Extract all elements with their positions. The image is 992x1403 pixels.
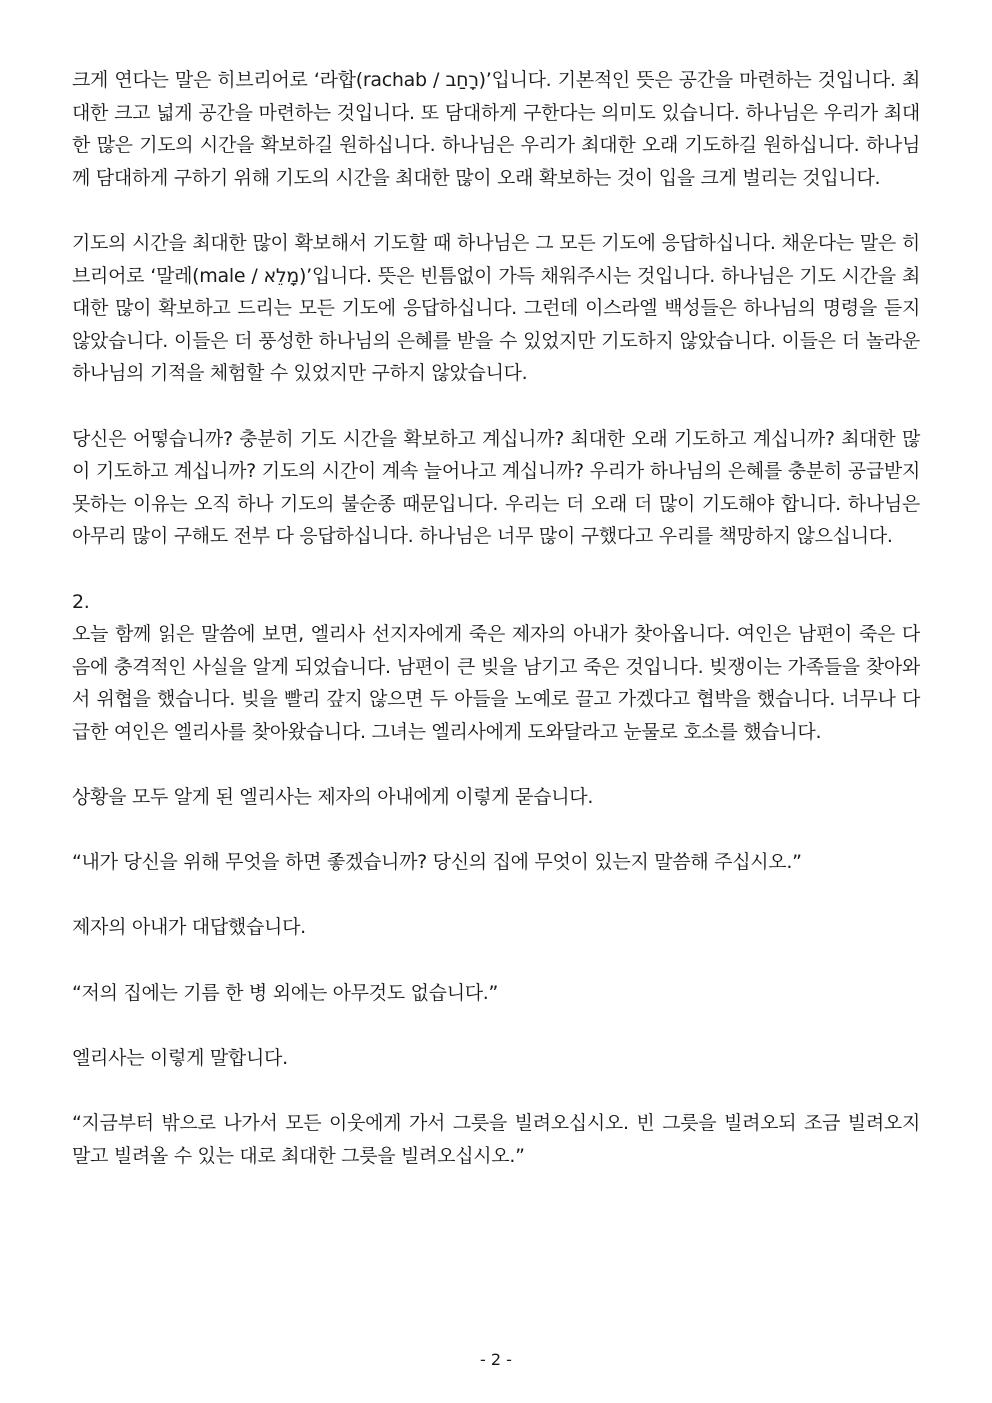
section-number: 2. [72, 590, 90, 613]
quote-elisha-question: “내가 당신을 위해 무엇을 하면 좋겠습니까? 당신의 집에 무엇이 있는지 말씀해 주십시오.” [72, 851, 802, 874]
document-page [72, 64, 920, 1172]
paragraph-elisha-says: 엘리사는 이렇게 말합니다. [72, 1046, 288, 1069]
paragraph-male: 기도의 시간을 최대한 많이 확보해서 기도할 때 하나님은 그 모든 기도에 응답하십니다. 채운다는 말은 히브리어로 ‘말레(male / מָלֵא)’입니다. 뜻은 빈틈없이 가득 채워주시는 것입니다. 하나님은 기도 시간을 최대한 많이 확보하고 드리는 모든 기도에 응답하십니다. 그런데 이스라엘 백성들은 하나님의 명령을 듣지 않았습니다. 이들은 더 풍성한 하나님의 은혜를 받을 수 있었지만 기도하지 않았습니다. 이들은 더 놀라운 하나님의 기적을 체험할 수 있었지만 구하지 않았습니다. [72, 231, 920, 385]
paragraph-question: 당신은 어떻습니까? 충분히 기도 시간을 확보하고 계십니까? 최대한 오래 기도하고 계십니까? 최대한 많이 기도하고 계십니까? 기도의 시간이 계속 늘어나고 계십니까? 우리가 하나님의 은혜를 충분히 공급받지 못하는 이유는 오직 하나 기도의 불순종 때문입니다. 우리는 더 오래 더 많이 기도해야 합니다. 하나님은 아무리 많이 구해도 전부 다 응답하십니다. 하나님은 너무 많이 구했다고 우리를 책망하지 않으십니다. [72, 427, 920, 548]
paragraph-wife-answers: 제자의 아내가 대답했습니다. [72, 916, 306, 939]
quote-elisha-command: “지금부터 밖으로 나가서 모든 이웃에게 가서 그릇을 빌려오십시오. 빈 그릇을 빌려오되 조금 빌려오지 말고 빌려올 수 있는 대로 최대한 그릇을 빌려오십시오.” [72, 1112, 920, 1167]
paragraph-elisha-asks: 상황을 모두 알게 된 엘리사는 제자의 아내에게 이렇게 묻습니다. [72, 786, 594, 809]
paragraph-widow-story: 오늘 함께 읽은 말씀에 보면, 엘리사 선지자에게 죽은 제자의 아내가 찾아옵니다. 여인은 남편이 죽은 다음에 충격적인 사실을 알게 되었습니다. 남편이 큰 빚을 남기고 죽은 것입니다. 빚쟁이는 가족들을 찾아와서 위협을 했습니다. 빚을 빨리 갚지 않으면 두 아들을 노예로 끌고 가겠다고 협박을 했습니다. 너무나 다급한 여인은 엘리사를 찾아왔습니다. 그녀는 엘리사에게 도와달라고 눈물로 호소를 했습니다. [72, 623, 920, 743]
page-number: - 2 - [480, 1350, 512, 1369]
quote-wife-answer: “저의 집에는 기름 한 병 외에는 아무것도 없습니다.” [72, 981, 499, 1004]
paragraph-rachab: 크게 연다는 말은 히브리어로 ‘라합(rachab / רָחַב)’입니다. 기본적인 뜻은 공간을 마련하는 것입니다. 최대한 크고 넓게 공간을 마련하는 것입니다. 또 담대하게 구한다는 의미도 있습니다. 하나님은 우리가 최대한 많은 기도의 시간을 확보하길 원하십니다. 하나님은 우리가 최대한 오래 기도하길 원하십니다. 하나님께 담대하게 구하기 위해 기도의 시간을 최대한 많이 오래 확보하는 것이 입을 크게 벌리는 것입니다. [72, 69, 921, 189]
